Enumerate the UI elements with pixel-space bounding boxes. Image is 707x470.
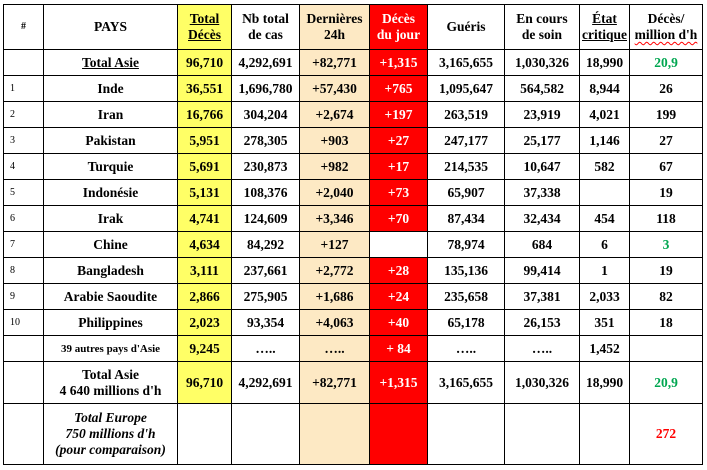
cell-etat-critique: 1 [580,258,630,284]
cell-gueris: 214,535 [428,154,505,180]
cell-en-cours: 684 [505,232,580,258]
cell-deces-jour: +27 [370,128,428,154]
cell-nb-total: 1,696,780 [232,76,300,102]
header-total-deces: Total Décès [178,5,232,50]
cell-en-cours: 23,919 [505,102,580,128]
cell-dernieres-24h: +82,771 [300,50,370,76]
header-nb-total: Nb total de cas [232,5,300,50]
cell-deces-jour: + 84 [370,336,428,362]
cell-par-million: 18 [630,310,703,336]
table-row [4,128,703,154]
cell-index: 10 [4,310,44,336]
cell-gueris: 3,165,655 [428,50,505,76]
header-deces-jour: Décès du jour [370,5,428,50]
cell-nb-total: 84,292 [232,232,300,258]
cell-etat-critique: 1,452 [580,336,630,362]
cell-en-cours: 564,582 [505,76,580,102]
cell-etat-critique: 454 [580,206,630,232]
table-row [4,310,703,336]
cell-gueris: 1,095,647 [428,76,505,102]
cell-dernieres-24h: +2,674 [300,102,370,128]
cell-gueris: 87,434 [428,206,505,232]
cell-total-deces: 2,866 [178,284,232,310]
cell-par-million: 19 [630,180,703,206]
cell-pays: Bangladesh [44,258,178,284]
cell-par-million: 67 [630,154,703,180]
cell-par-million: 199 [630,102,703,128]
cell-index: 6 [4,206,44,232]
cell-index: 7 [4,232,44,258]
cell-par-million: 82 [630,284,703,310]
cell-dernieres-24h: +4,063 [300,310,370,336]
table-row [4,154,703,180]
cell-total-deces: 5,951 [178,128,232,154]
cell-par-million: 272 [630,404,703,465]
header-row [4,5,703,50]
cell-en-cours: 1,030,326 [505,50,580,76]
cell-index: 4 [4,154,44,180]
cell-pays: Indonésie [44,180,178,206]
cell-etat-critique: 8,944 [580,76,630,102]
cell-nb-total: 275,905 [232,284,300,310]
cell-deces-jour: +1,315 [370,50,428,76]
table-row [4,284,703,310]
cell-nb-total: 237,661 [232,258,300,284]
cell-dernieres-24h: +82,771 [300,362,370,404]
cell-nb-total: 278,305 [232,128,300,154]
cell-gueris: 78,974 [428,232,505,258]
cell-total-deces: 4,634 [178,232,232,258]
cell-par-million: 19 [630,258,703,284]
cell-gueris: 247,177 [428,128,505,154]
cell-pays: Iran [44,102,178,128]
cell-nb-total: 108,376 [232,180,300,206]
total-asie-bottom-row [4,362,703,404]
cell-index: 8 [4,258,44,284]
cell-en-cours: 25,177 [505,128,580,154]
cell-gueris: 3,165,655 [428,362,505,404]
table-row [4,180,703,206]
cell-etat-critique: 351 [580,310,630,336]
cell-etat-critique [580,180,630,206]
cell-nb-total: 4,292,691 [232,362,300,404]
cell-par-million: 20,9 [630,50,703,76]
cell-pays: Inde [44,76,178,102]
cell-en-cours: 99,414 [505,258,580,284]
cell-index: 2 [4,102,44,128]
cell-en-cours: 10,647 [505,154,580,180]
cell-nb-total: 304,204 [232,102,300,128]
cell-etat-critique: 4,021 [580,102,630,128]
table-row [4,258,703,284]
cell-index: 5 [4,180,44,206]
cell-deces-jour [370,232,428,258]
cell-dernieres-24h: +57,430 [300,76,370,102]
cell-pays: Irak [44,206,178,232]
cell-gueris: 235,658 [428,284,505,310]
cell-etat-critique: 6 [580,232,630,258]
cell-pays: Turquie [44,154,178,180]
cell-deces-jour: +70 [370,206,428,232]
cell-index: 3 [4,128,44,154]
total-europe-row [4,404,703,465]
cell-en-cours: 37,381 [505,284,580,310]
cell-nb-total: 4,292,691 [232,50,300,76]
cell-etat-critique: 18,990 [580,362,630,404]
cell-dernieres-24h: +2,772 [300,258,370,284]
cell-total-deces: 96,710 [178,50,232,76]
cell-etat-critique: 1,146 [580,128,630,154]
cell-pays: Total Europe 750 millions d'h (pour comparaison) [44,404,178,465]
cell-nb-total: 93,354 [232,310,300,336]
cell-index: 9 [4,284,44,310]
cell-par-million: 26 [630,76,703,102]
cell-deces-jour: +1,315 [370,362,428,404]
header-par-million: Décès/ million d'h [630,5,703,50]
header-gueris: Guéris [428,5,505,50]
cell-gueris: 263,519 [428,102,505,128]
cell-total-deces: 96,710 [178,362,232,404]
cell-deces-jour: +40 [370,310,428,336]
cell-pays: Arabie Saoudite [44,284,178,310]
cell-en-cours: 1,030,326 [505,362,580,404]
cell-en-cours: 37,338 [505,180,580,206]
header-pays: PAYS [44,5,178,50]
cell-etat-critique: 582 [580,154,630,180]
cell-dernieres-24h: +903 [300,128,370,154]
cell-gueris: 65,178 [428,310,505,336]
cell-nb-total: ….. [232,336,300,362]
cell-total-deces: 9,245 [178,336,232,362]
cell-par-million: 27 [630,128,703,154]
cell-total-deces: 5,131 [178,180,232,206]
cell-en-cours: ….. [505,336,580,362]
cell-pays: Chine [44,232,178,258]
table-row [4,102,703,128]
cell-deces-jour: +28 [370,258,428,284]
table-row [4,206,703,232]
header-en-cours: En cours de soin [505,5,580,50]
cell-par-million: 118 [630,206,703,232]
cell-deces-jour: +24 [370,284,428,310]
cell-total-deces: 36,551 [178,76,232,102]
cell-deces-jour: +197 [370,102,428,128]
cell-gueris: 65,907 [428,180,505,206]
autres-pays-row [4,336,703,362]
cell-en-cours: 26,153 [505,310,580,336]
cell-dernieres-24h: ….. [300,336,370,362]
cell-pays: Total Asie 4 640 millions d'h [44,362,178,404]
table-row [4,76,703,102]
cell-index: 1 [4,76,44,102]
cell-total-deces: 16,766 [178,102,232,128]
cell-dernieres-24h: +1,686 [300,284,370,310]
total-asie-top-row [4,50,703,76]
cell-total-deces: 3,111 [178,258,232,284]
cell-deces-jour: +17 [370,154,428,180]
cell-pays: Philippines [44,310,178,336]
header-dernieres-24h: Dernières 24h [300,5,370,50]
cell-total-deces: 5,691 [178,154,232,180]
cell-dernieres-24h: +3,346 [300,206,370,232]
cell-gueris: ….. [428,336,505,362]
cell-total-deces: 2,023 [178,310,232,336]
cell-dernieres-24h: +2,040 [300,180,370,206]
cell-nb-total: 230,873 [232,154,300,180]
cell-dernieres-24h: +127 [300,232,370,258]
cell-pays: Total Asie [44,50,178,76]
covid-asia-table [3,4,703,465]
header-index: # [4,5,44,50]
cell-nb-total: 124,609 [232,206,300,232]
cell-en-cours: 32,434 [505,206,580,232]
cell-deces-jour: +765 [370,76,428,102]
cell-pays: Pakistan [44,128,178,154]
cell-etat-critique: 2,033 [580,284,630,310]
cell-gueris: 135,136 [428,258,505,284]
cell-pays: 39 autres pays d'Asie [44,336,178,362]
header-etat-critique: État critique [580,5,630,50]
cell-etat-critique: 18,990 [580,50,630,76]
cell-dernieres-24h: +982 [300,154,370,180]
cell-total-deces: 4,741 [178,206,232,232]
cell-par-million: 20,9 [630,362,703,404]
cell-par-million: 3 [630,232,703,258]
cell-deces-jour: +73 [370,180,428,206]
table-row [4,232,703,258]
